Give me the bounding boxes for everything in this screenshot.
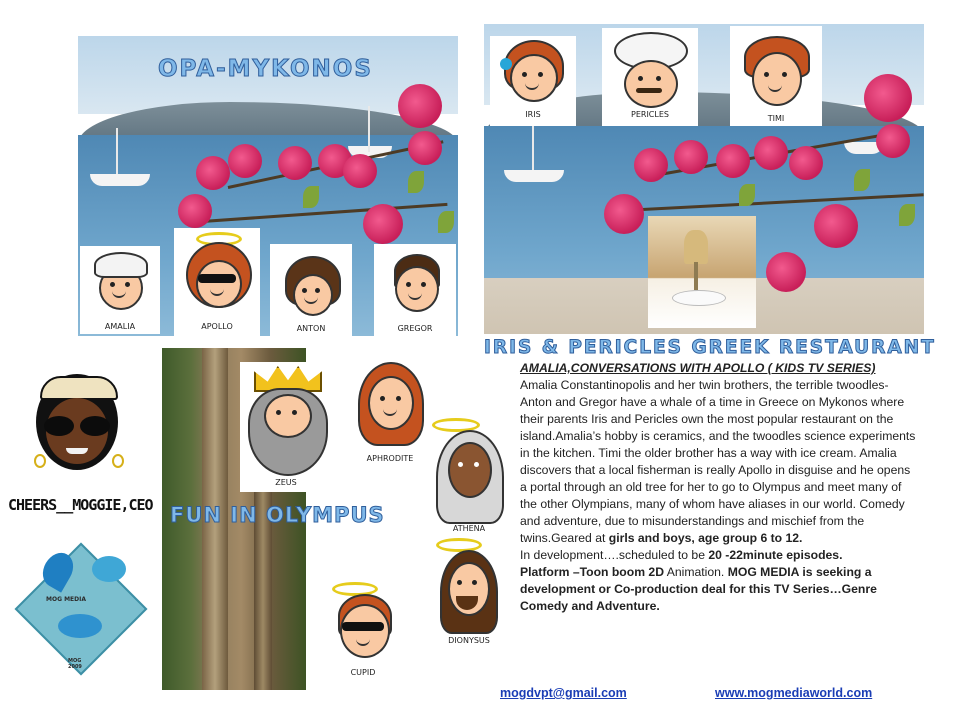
character-pericles	[602, 28, 698, 126]
character-zeus	[240, 362, 332, 492]
anton-label: ANTON	[296, 324, 326, 333]
character-dionysus	[428, 538, 510, 650]
email-link[interactable]: mogdvpt@gmail.com	[500, 686, 627, 700]
cupid-label: CUPID	[350, 668, 376, 677]
character-anton	[270, 244, 352, 336]
character-aphrodite	[350, 356, 430, 468]
opa-mykonos-title: OPA-MYKONOS	[158, 56, 373, 82]
character-athena	[428, 414, 510, 538]
character-cupid	[322, 578, 404, 682]
platform-label: Platform –Toon boom 2D	[520, 565, 664, 579]
character-amalia	[80, 246, 160, 334]
character-iris	[490, 36, 576, 126]
character-apollo	[174, 228, 260, 336]
fun-in-olympus-title: FUN IN OLYMPUS	[170, 503, 385, 527]
athena-label: ATHENA	[452, 524, 486, 533]
website-link[interactable]: www.mogmediaworld.com	[715, 686, 873, 700]
mog-media-logo	[4, 532, 154, 682]
restaurant-table-photo	[648, 216, 756, 328]
mog-media-logo-text: MOG MEDIA	[46, 596, 87, 603]
iris-label: IRIS	[525, 110, 541, 119]
apollo-label: APOLLO	[201, 322, 233, 331]
character-timi	[730, 26, 822, 126]
timi-label: TIMI	[767, 114, 785, 123]
development-note: In development….scheduled to be	[520, 548, 709, 562]
platform-rest: Animation.	[664, 565, 728, 579]
signature-text: CHEERS__MOGGIE,CEO	[8, 496, 153, 514]
moggie-avatar	[22, 366, 132, 486]
amalia-label: AMALIA	[104, 322, 136, 331]
series-heading: AMALIA,CONVERSATIONS WITH APOLLO ( KIDS TV SERIES)	[520, 361, 876, 375]
episode-format: 20 -22minute episodes.	[708, 548, 843, 562]
dionysus-label: DIONYSUS	[448, 636, 490, 645]
gregor-label: GREGOR	[397, 324, 433, 333]
target-audience: girls and boys, age group 6 to 12.	[608, 531, 803, 545]
restaurant-caption: IRIS & PERICLES GREEK RESTAURANT	[484, 337, 936, 358]
deal-seeking-note: MOG MEDIA is seeking a development or Co-production deal for this TV Series…Genre Comedy and Adventure.	[520, 565, 877, 613]
series-synopsis: Amalia Constantinopolis and her twin brothers, the terrible twoodles-Anton and Gregor have a whale of a time in Greece on Mykonos where their parents Iris and Pericles own the most popular restaurant on the island.Amalia’s hobby is ceramics, and the twoodles science experiments in the kitchen. Timi the older brother has a way with ice cream. Amalia discovers that a local fisherman is really Apollo in disguise and he opens a portal through an old tree for her to go to Olympus and meet many of the other Olympians, many of whom have aliases in our world. Comedy and adventure, due to misunderstandings and mischief from the twins.Geared at	[520, 378, 916, 545]
series-description	[520, 360, 920, 615]
zeus-label: ZEUS	[275, 478, 297, 487]
pericles-label: PERICLES	[631, 110, 669, 119]
mog-media-logo-year: MOG 2009	[68, 658, 82, 670]
character-gregor	[374, 244, 456, 336]
aphrodite-label: APHRODITE	[366, 454, 414, 463]
